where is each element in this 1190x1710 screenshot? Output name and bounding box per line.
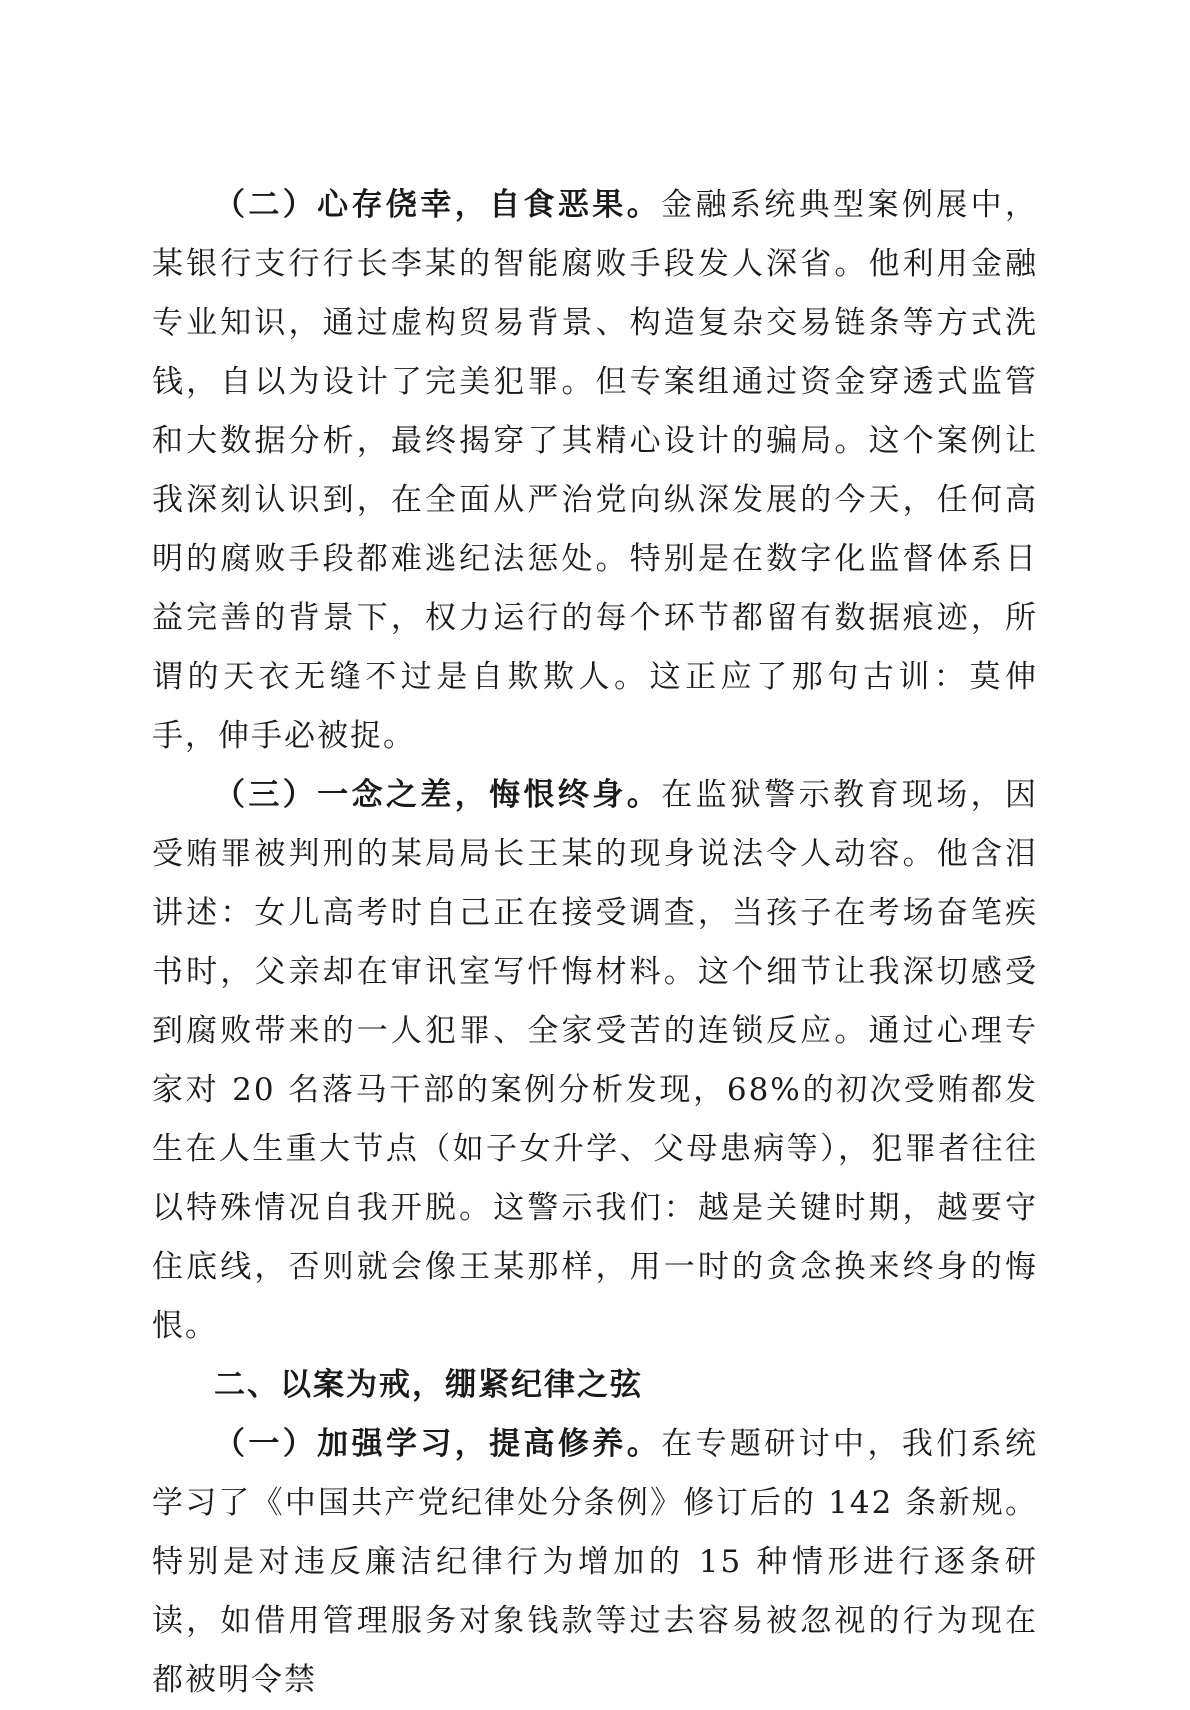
paragraph-lead: （三）一念之差，悔恨终身。 <box>214 777 662 813</box>
paragraph-body: 在专题研讨中，我们系统学习了《中国共产党纪律处分条例》修订后的 142 条新规。特别是对违反廉洁纪律行为增加的 15 种情形进行逐条研读，如借用管理服务对象钱款等过去容易被忽视的行为现在都被明令禁 <box>152 1426 1039 1698</box>
paragraph-lead: （一）加强学习，提高修养。 <box>214 1426 662 1462</box>
section-heading: 二、以案为戒，绷紧纪律之弦 <box>214 1367 643 1403</box>
paragraph-body: 在监狱警示教育现场，因受贿罪被判刑的某局局长王某的现身说法令人动容。他含泪讲述：女儿高考时自己正在接受调查，当孩子在考场奋笔疾书时，父亲却在审讯室写忏悔材料。这个细节让我深切感受到腐败带来的一人犯罪、全家受苦的连锁反应。通过心理专家对 20 名落马干部的案例分析发现，68%的初次受贿都发生在人生重大节点（如子女升学、父母患病等），犯罪者往往以特殊情况自我开脱。这警示我们：越是关键时期，越要守住底线，否则就会像王某那样，用一时的贪念换来终身的悔恨。 <box>152 777 1039 1344</box>
paragraph-study <box>152 1415 1038 1710</box>
paragraph-case-study-bank <box>152 176 1038 766</box>
paragraph-lead: （二）心存侥幸，自食恶果。 <box>214 187 662 223</box>
paragraph-case-study-bureau <box>152 766 1038 1356</box>
paragraph-body: 金融系统典型案例展中，某银行支行行长李某的智能腐败手段发人深省。他利用金融专业知识，通过虚构贸易背景、构造复杂交易链条等方式洗钱，自以为设计了完美犯罪。但专案组通过资金穿透式监管和大数据分析，最终揭穿了其精心设计的骗局。这个案例让我深刻认识到，在全面从严治党向纵深发展的今天，任何高明的腐败手段都难逃纪法惩处。特别是在数字化监督体系日益完善的背景下，权力运行的每个环节都留有数据痕迹，所谓的天衣无缝不过是自欺欺人。这正应了那句古训：莫伸手，伸手必被捉。 <box>152 187 1039 754</box>
document-page <box>152 176 1038 1710</box>
